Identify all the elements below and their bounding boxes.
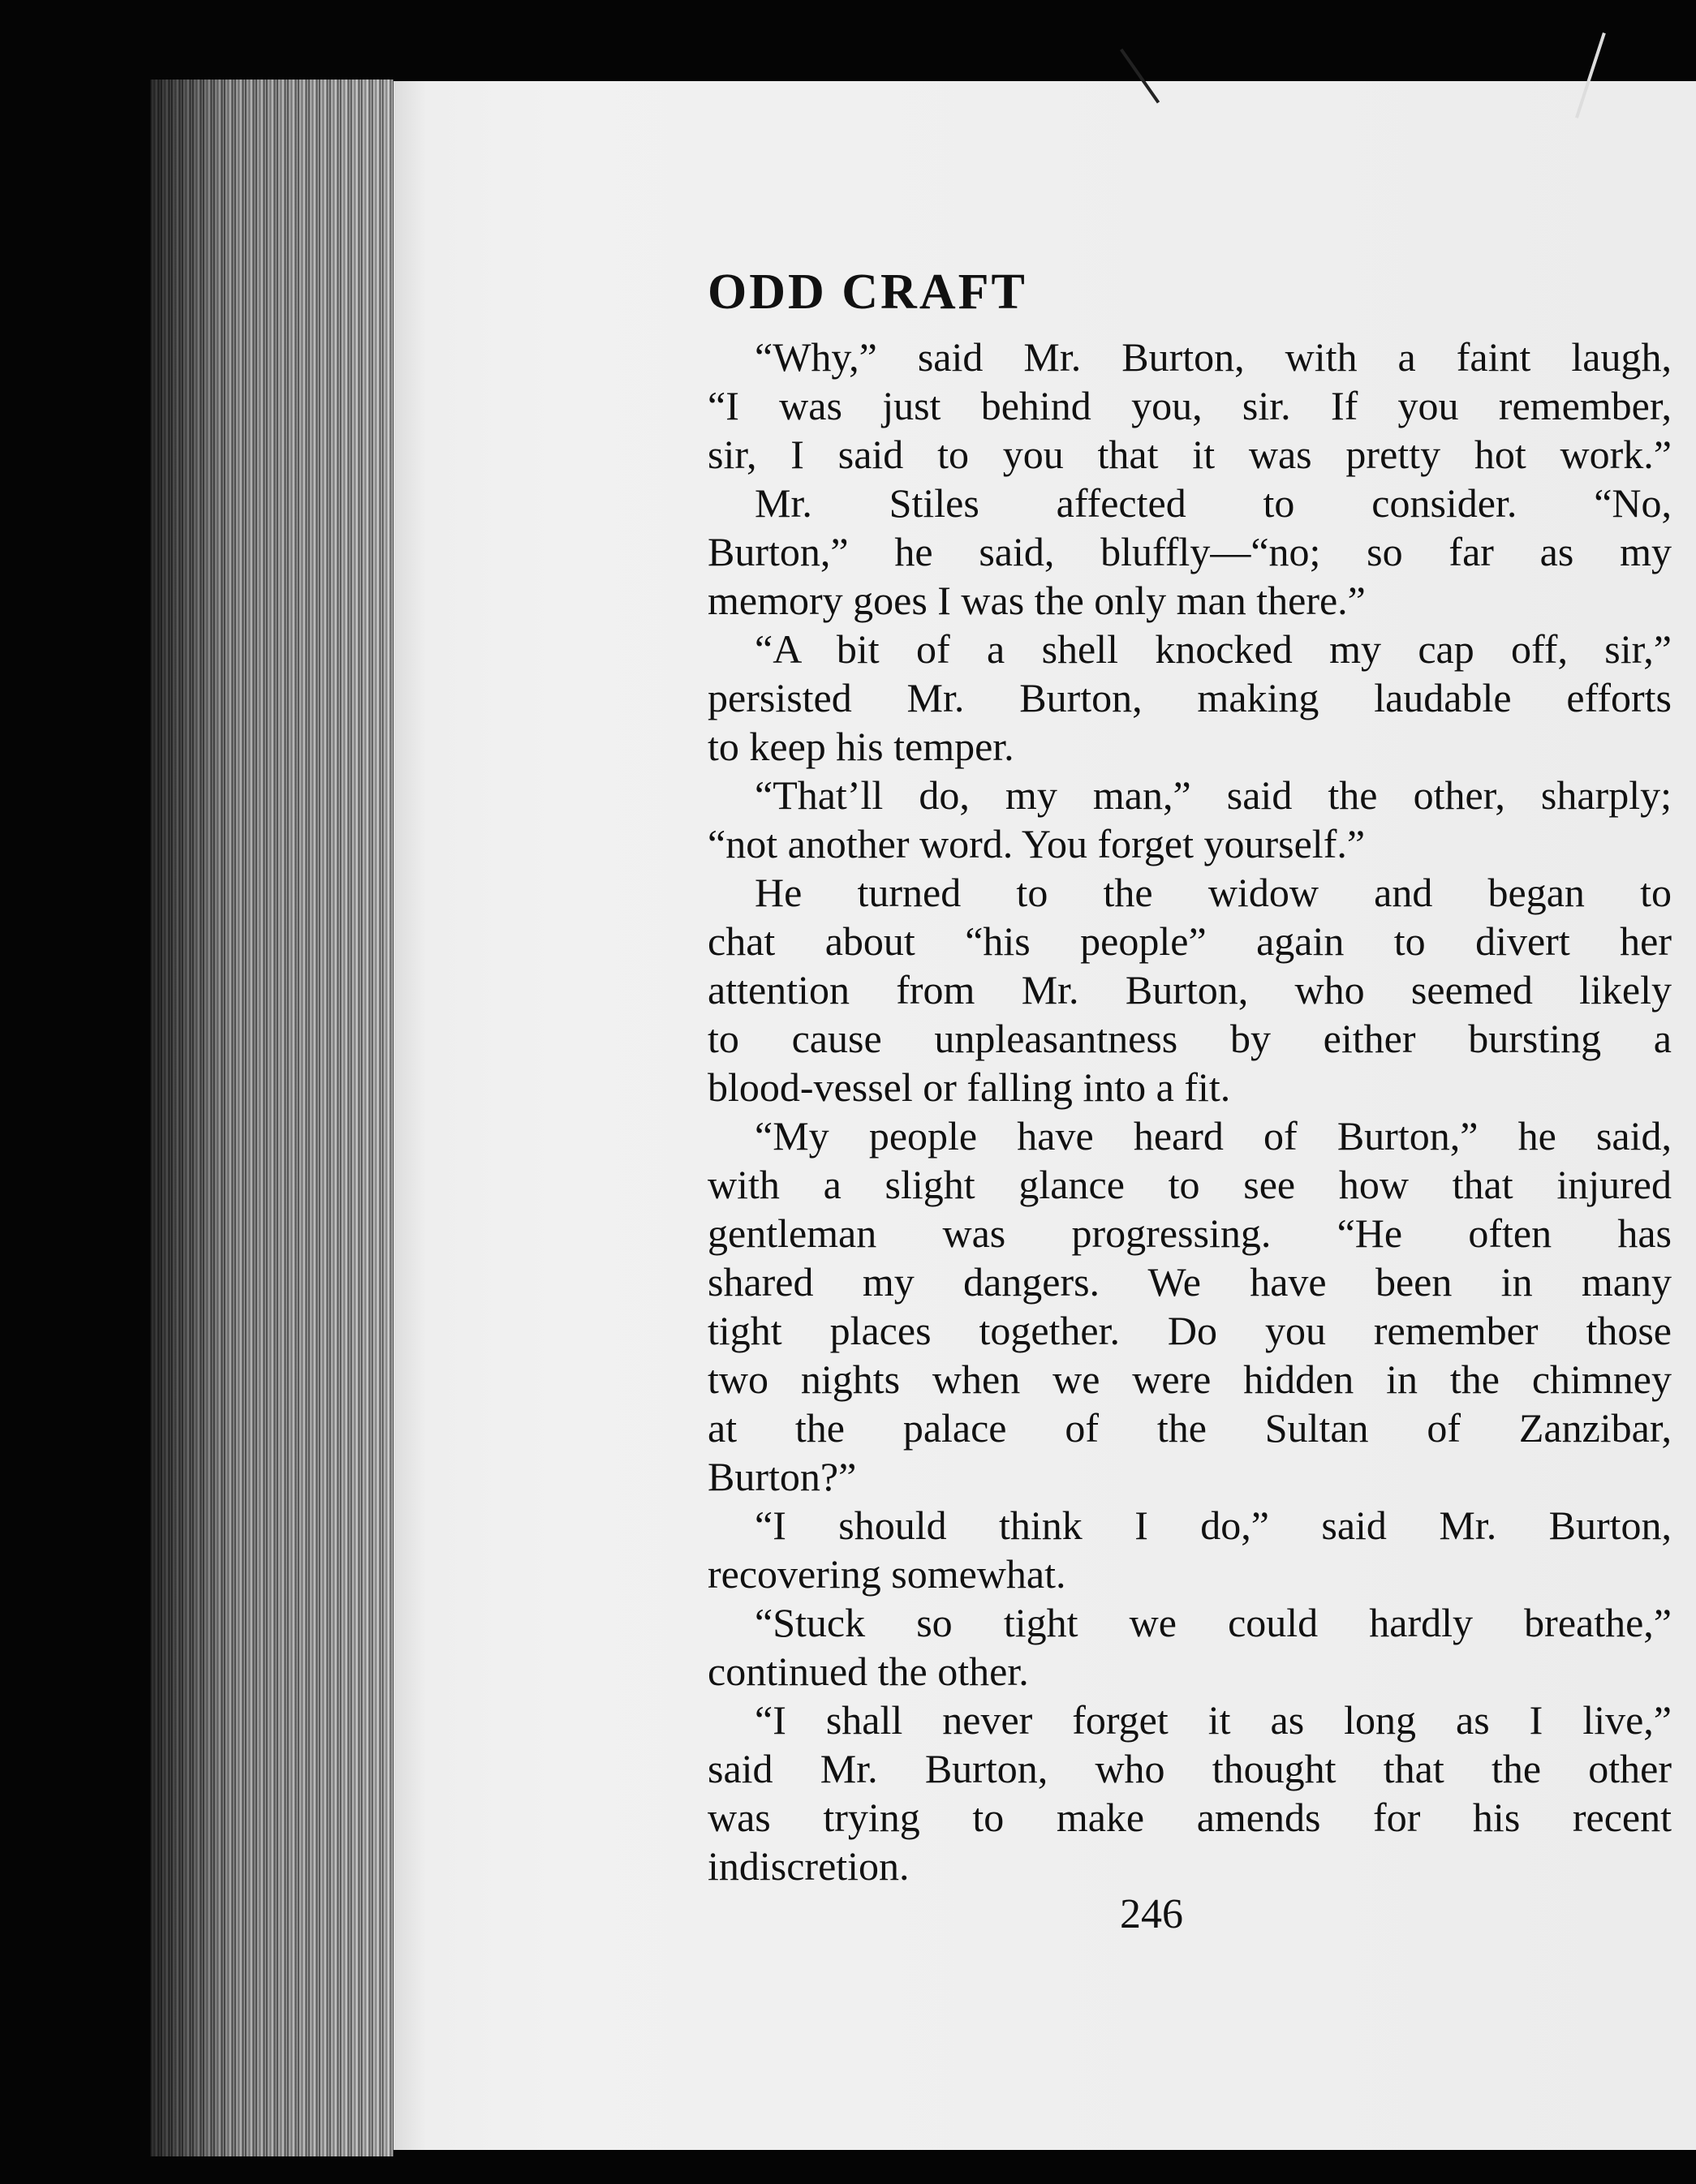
text-line: Burton,” he said, bluffly—“no; so far as my <box>708 529 1672 574</box>
text-line: with a slight glance to see how that injured <box>708 1162 1672 1207</box>
text-line: “not another word. You forget yourself.” <box>708 821 1366 866</box>
text-line: “Stuck so tight we could hardly breathe,” <box>755 1600 1672 1645</box>
text-line: “That’ll do, my man,” said the other, sharply; <box>755 772 1672 818</box>
text-line: chat about “his people” again to divert her <box>708 918 1672 964</box>
text-line: Mr. Stiles affected to consider. “No, <box>755 480 1672 526</box>
text-line: was trying to make amends for his recent <box>708 1795 1672 1840</box>
text-line: blood-vessel or falling into a fit. <box>708 1064 1231 1110</box>
body-text <box>708 333 1672 1890</box>
text-line: to keep his temper. <box>708 724 1014 769</box>
text-line: shared my dangers. We have been in many <box>708 1259 1672 1305</box>
text-line: recovering somewhat. <box>708 1551 1066 1597</box>
text-line: gentleman was progressing. “He often has <box>708 1210 1672 1256</box>
text-line: continued the other. <box>708 1649 1029 1694</box>
text-line: tight places together. Do you remember those <box>708 1308 1672 1353</box>
text-line: “My people have heard of Burton,” he said, <box>755 1113 1672 1159</box>
page-number: 246 <box>1120 1891 1183 1937</box>
text-line: two nights when we were hidden in the chimney <box>708 1356 1672 1402</box>
text-line: persisted Mr. Burton, making laudable efforts <box>708 675 1672 720</box>
text-line: said Mr. Burton, who thought that the other <box>708 1746 1672 1791</box>
text-line: to cause unpleasantness by either bursting a <box>708 1016 1672 1061</box>
text-line: Burton?” <box>708 1454 857 1499</box>
text-line: attention from Mr. Burton, who seemed likely <box>708 967 1672 1012</box>
text-line: “I should think I do,” said Mr. Burton, <box>755 1503 1672 1548</box>
text-line: “I was just behind you, sir. If you remember, <box>708 383 1672 428</box>
running-head: ODD CRAFT <box>708 264 1027 320</box>
text-line: “Why,” said Mr. Burton, with a faint laugh, <box>755 334 1672 380</box>
text-line: at the palace of the Sultan of Zanzibar, <box>708 1405 1672 1451</box>
text-line: He turned to the widow and began to <box>755 870 1672 915</box>
text-line: memory goes I was the only man there.” <box>708 578 1366 623</box>
text-line: sir, I said to you that it was pretty hot work.” <box>708 432 1672 477</box>
text-line: “A bit of a shell knocked my cap off, sir,” <box>755 626 1672 672</box>
text-line: indiscretion. <box>708 1843 910 1889</box>
page-edge-stack <box>150 80 394 2156</box>
text-line: “I shall never forget it as long as I live,” <box>755 1697 1672 1743</box>
